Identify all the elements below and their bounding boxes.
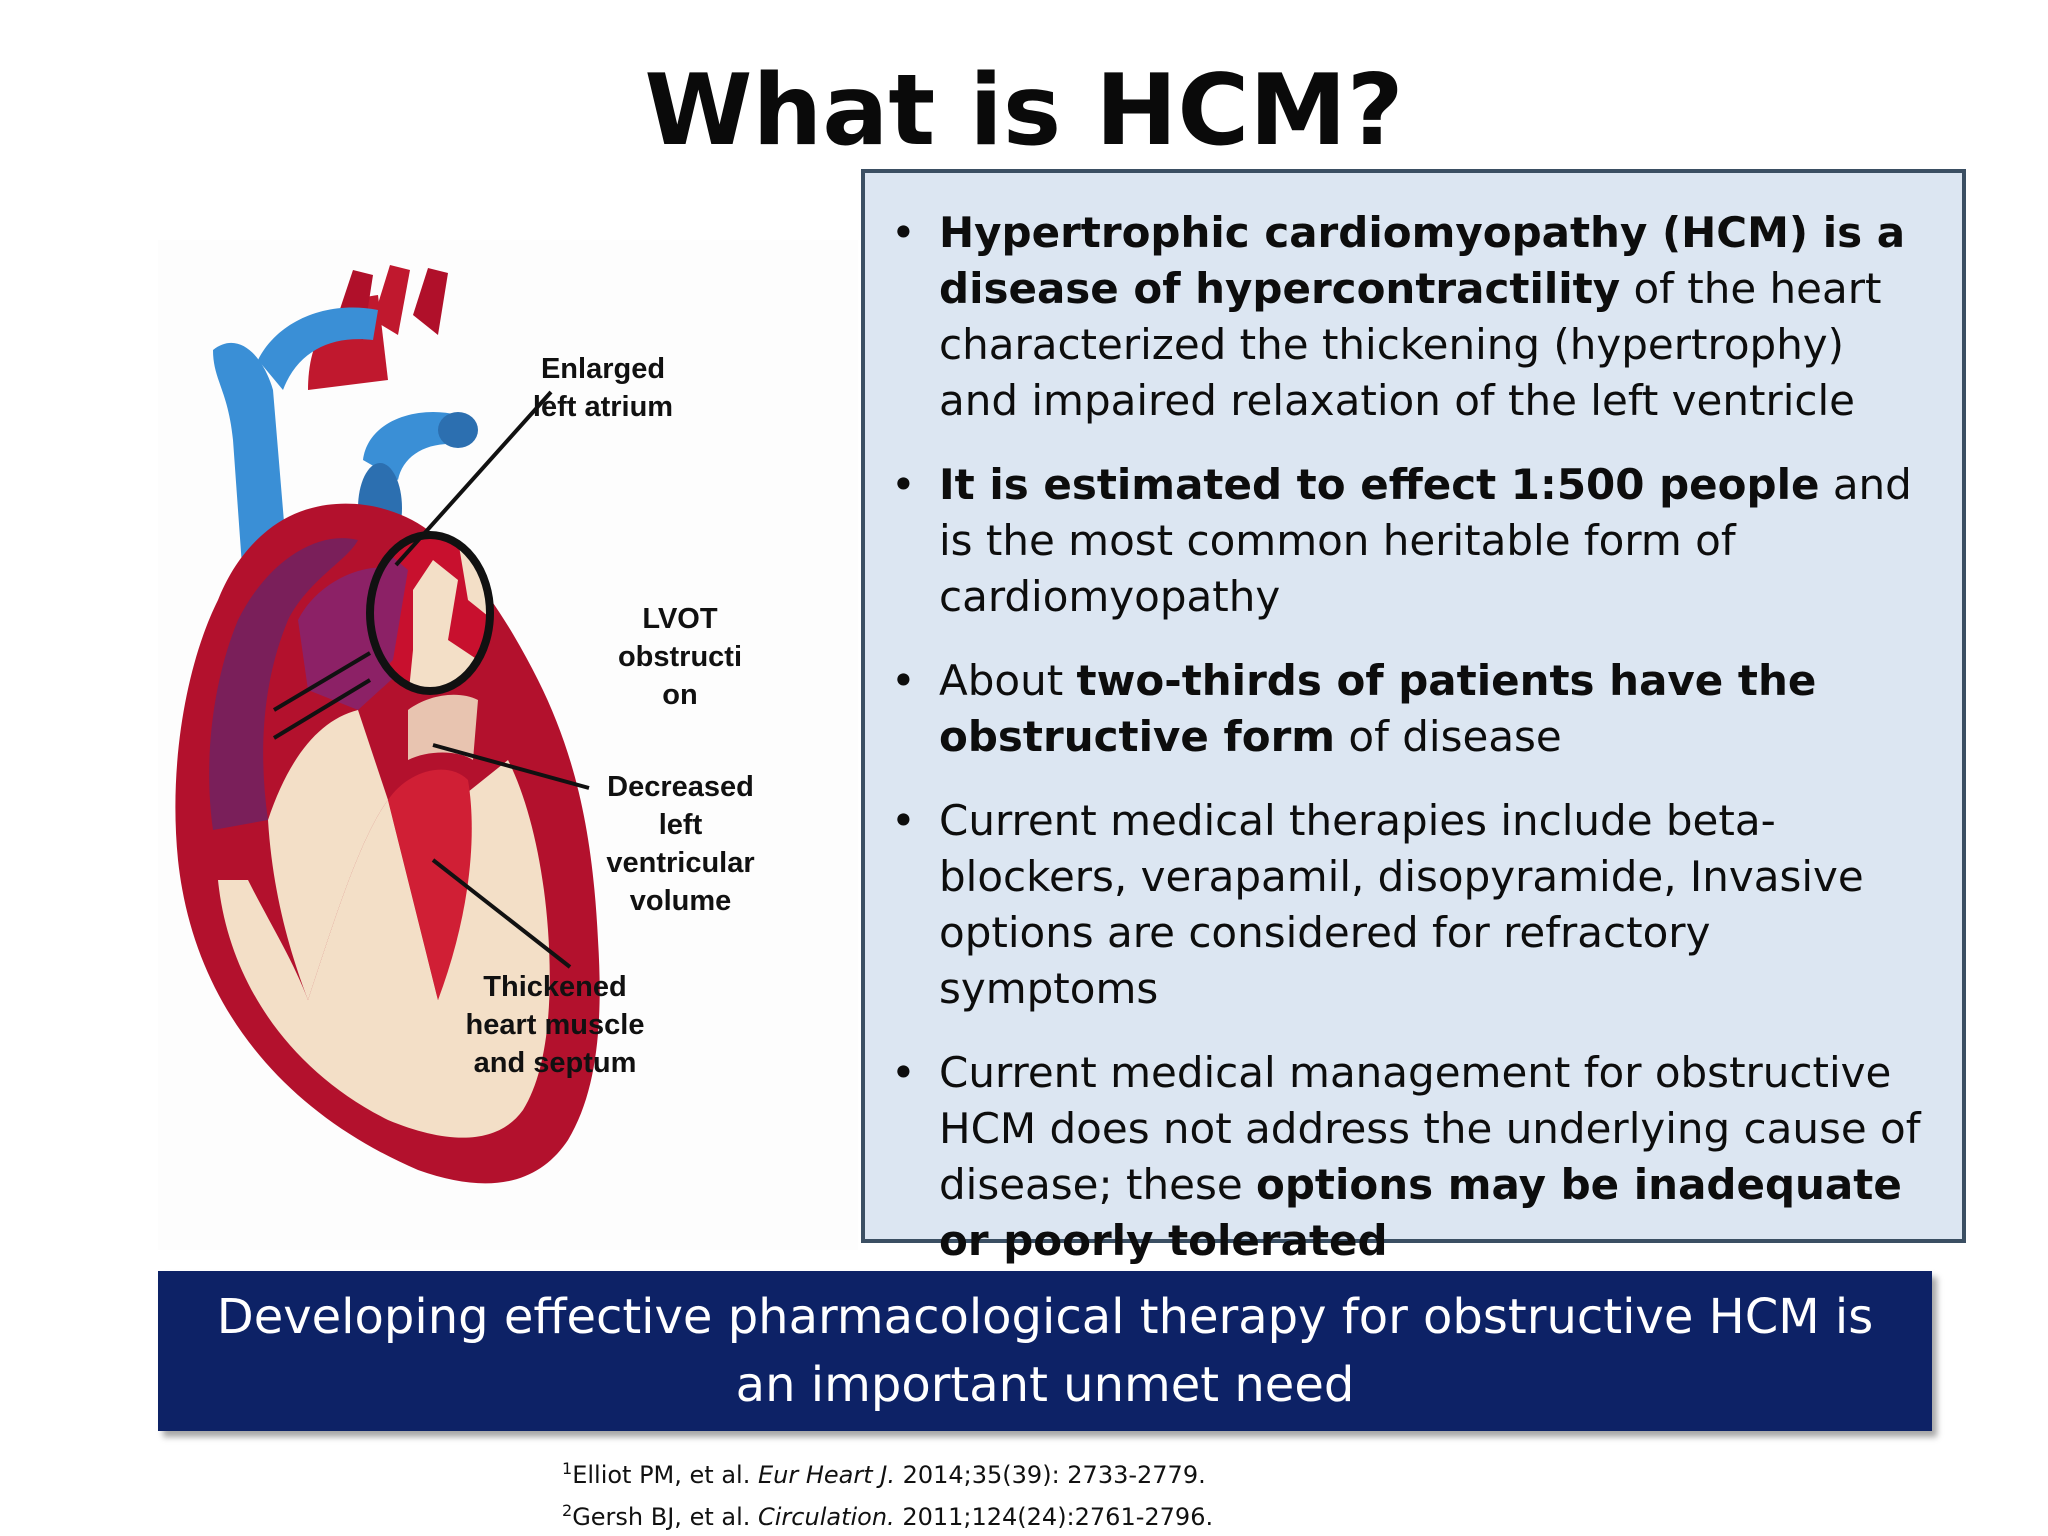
reference-details: 2014;35(39): 2733-2779.: [894, 1461, 1206, 1489]
bullet-item: [887, 653, 1932, 765]
references: [562, 1451, 1213, 1535]
reference-number: 1: [562, 1459, 573, 1478]
reference-item: [562, 1451, 1213, 1493]
bullet-text: of the heart characterized the thickening (hypertrophy) and impaired relaxation of the left ventricle: [939, 264, 1882, 425]
reference-item: [562, 1493, 1213, 1535]
info-box: [861, 169, 1966, 1265]
bullet-item: [887, 793, 1932, 1017]
bullet-text: and is the most common heritable form of cardiomyopathy: [939, 460, 1912, 621]
slide-title: What is HCM?: [644, 54, 1404, 168]
banner-text: Developing effective pharmacological therapy for obstructive HCM is an important unmet need: [216, 1289, 1874, 1413]
reference-journal: Circulation.: [758, 1503, 895, 1531]
bullet-list: [887, 205, 1932, 1269]
reference-authors: Elliot PM, et al.: [572, 1461, 758, 1489]
bullet-bold-text: Hypertrophic cardiomyopathy (HCM) is a disease of hypercontractility: [939, 208, 1906, 313]
bullet-item: [887, 205, 1932, 429]
heart-illustration: [158, 240, 858, 1250]
label-thickened-heart-muscle: Thickened heart muscle and septum: [465, 971, 645, 1079]
bullet-item: [887, 457, 1932, 625]
reference-authors: Gersh BJ, et al.: [572, 1503, 758, 1531]
reference-number: 2: [562, 1501, 573, 1520]
bullet-bold-text: two-thirds of patients have the obstructive form: [939, 656, 1817, 761]
reference-journal: Eur Heart J.: [757, 1461, 895, 1489]
reference-details: 2011;124(24):2761-2796.: [894, 1503, 1214, 1531]
bullet-text: Current medical therapies include beta-blockers, verapamil, disopyramide, Invasive options are considered for refractory symptoms: [939, 796, 1864, 1013]
bullet-bold-text: It is estimated to effect 1:500 people: [939, 460, 1820, 509]
bullet-text: of disease: [1335, 712, 1562, 761]
bullet-bold-text: options may be inadequate or poorly tolerated: [939, 1160, 1902, 1265]
heart-diagram: [158, 240, 858, 1250]
label-decreased-lv-volume: Decreased left ventricular volume: [606, 771, 755, 917]
bullet-text: About: [939, 656, 1077, 705]
bullet-item: [887, 1045, 1932, 1269]
label-enlarged-left-atrium: Enlarged left atrium: [532, 353, 674, 423]
label-lvot-obstruction: LVOT obstructi on: [617, 603, 743, 711]
bullet-text: Current medical management for obstructive HCM does not address the underlying cause of disease; these: [939, 1048, 1921, 1209]
unmet-need-banner: [158, 1271, 1932, 1431]
